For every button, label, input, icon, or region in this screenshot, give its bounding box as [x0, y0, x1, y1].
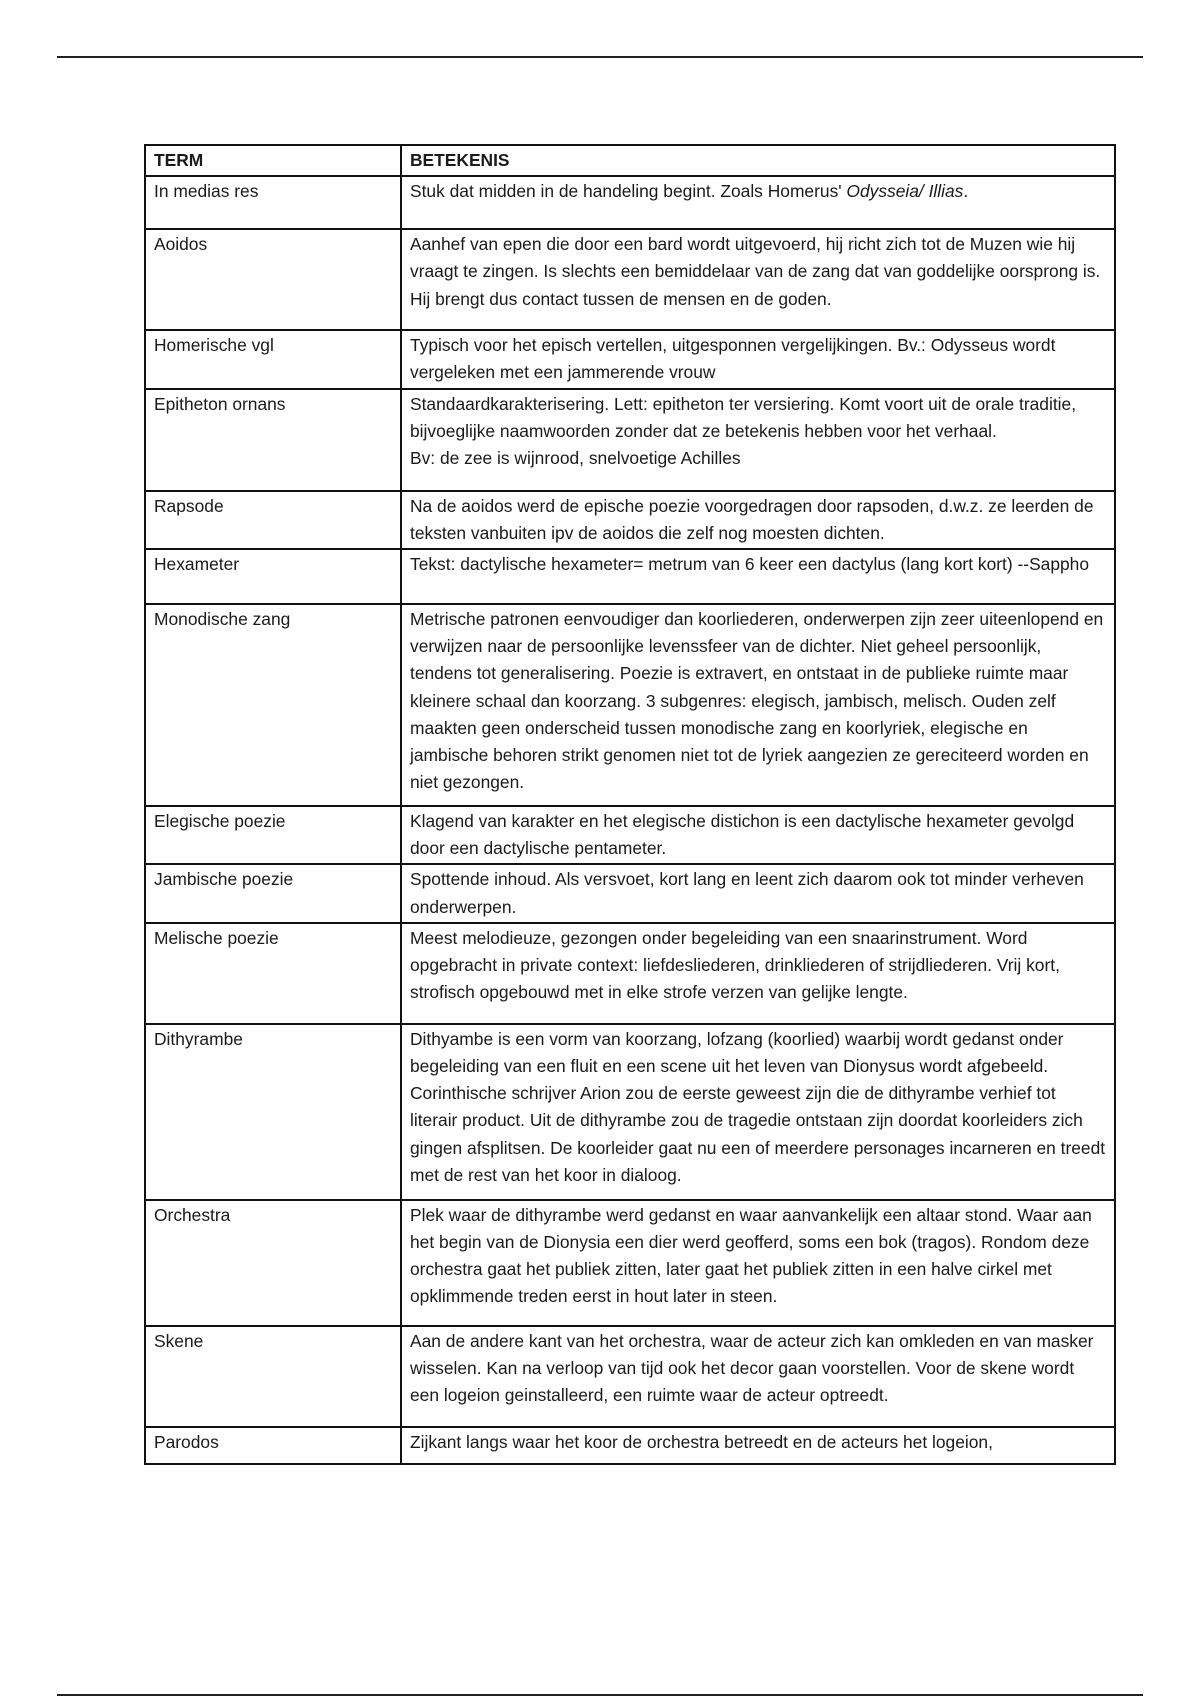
definition-text: Plek waar de dithyrambe werd gedanst en waar aanvankelijk een altaar stond. Waar aan het begin van de Dionysia een dier werd geofferd, soms een bok (tragos). Rondom deze orchestra gaat het publiek zitten, later gaat het publiek zitten in een halve cirkel met opklimmende treden eerst in hout later in steen.: [410, 1204, 1092, 1307]
term-cell: Jambische poezie: [145, 864, 401, 922]
term-cell: In medias res: [145, 176, 401, 229]
term-cell: Epitheton ornans: [145, 389, 401, 491]
definition-line: [410, 178, 1106, 205]
definition-line: [410, 551, 1106, 578]
table-row: [145, 549, 1115, 604]
term-column-header: TERM: [145, 145, 401, 176]
definition-cell: [401, 923, 1115, 1024]
definition-text: Klagend van karakter en het elegische distichon is een dactylische hexameter gevolgd door een dactylische pentameter.: [410, 811, 1075, 859]
definition-cell: [401, 806, 1115, 864]
table-row: [145, 491, 1115, 549]
page-top-rule: [57, 56, 1143, 58]
definition-line: [410, 606, 1106, 796]
definition-cell: [401, 176, 1115, 229]
italic-title: Odysseia/ Illias: [846, 181, 964, 202]
definition-cell: [401, 864, 1115, 922]
definition-text: Zijkant langs waar het koor de orchestra betreedt en de acteurs het logeion,: [410, 1431, 993, 1452]
term-cell: Parodos: [145, 1427, 401, 1464]
term-cell: Homerische vgl: [145, 330, 401, 388]
definition-line: [410, 493, 1106, 547]
definition-text: Typisch voor het episch vertellen, uitgesponnen vergelijkingen. Bv.: Odysseus wordt vergeleken met een jammerende vrouw: [410, 335, 1056, 383]
term-cell: Skene: [145, 1326, 401, 1427]
table-row: [145, 176, 1115, 229]
term-cell: Monodische zang: [145, 604, 401, 806]
definition-line: [410, 1328, 1106, 1410]
table-row: [145, 923, 1115, 1024]
definition-line: [410, 1202, 1106, 1311]
definition-cell: [401, 1427, 1115, 1464]
term-cell: Dithyrambe: [145, 1024, 401, 1200]
definition-text: Na de aoidos werd de epische poezie voorgedragen door rapsoden, d.w.z. ze leerden de teksten vanbuiten ipv de aoidos die zelf nog moesten dichten.: [410, 495, 1094, 543]
definition-text: Aan de andere kant van het orchestra, waar de acteur zich kan omkleden en van masker wisselen. Kan na verloop van tijd ook het decor gaan voorstellen. Voor de skene wordt een logeion geinstalleerd, een ruimte waar de acteur optreedt.: [410, 1330, 1094, 1406]
term-cell: Rapsode: [145, 491, 401, 549]
definition-text: Meest melodieuze, gezongen onder begeleiding van een snaarinstrument. Word opgebracht in private context: liefdesliederen, drinkliederen of strijdliederen. Vrij kort, strofisch opgebouwd met in elke strofe verzen van gelijke lengte.: [410, 927, 1060, 1003]
definition-cell: [401, 1326, 1115, 1427]
definition-text: Dithyambe is een vorm van koorzang, lofzang (koorlied) waarbij wordt gedanst onder begeleiding van een fluit en een scene uit het leven van Dionysus wordt afgebeeld. Corinthische schrijver Arion zou de eerste geweest zijn die de dithyrambe verhief tot literair product. Uit de dithyrambe zou de tragedie ontstaan zijn doordat koorleiders zich gingen afsplitsen. De koorleider gaat nu een of meerdere personages incarneren en treedt met de rest van het koor in dialoog.: [410, 1028, 1106, 1185]
definition-line: [410, 231, 1106, 313]
definition-text: .: [963, 181, 969, 202]
definition-cell: [401, 229, 1115, 330]
definition-line: [410, 925, 1106, 1007]
table-row: [145, 864, 1115, 922]
definition-text: Bv: de zee is wijnrood, snelvoetige Achilles: [410, 448, 741, 469]
definition-text: Standaardkarakterisering. Lett: epitheton ter versiering. Komt voort uit de orale traditie, bijvoeglijke naamwoorden zonder dat ze betekenis hebben voor het verhaal.: [410, 393, 1077, 441]
definition-line: [410, 391, 1106, 445]
definition-cell: [401, 549, 1115, 604]
table-row: [145, 389, 1115, 491]
definition-cell: [401, 330, 1115, 388]
definition-cell: [401, 604, 1115, 806]
table-row: [145, 1200, 1115, 1326]
table-row: [145, 330, 1115, 388]
glossary-table: [144, 144, 1116, 1465]
definition-line: [410, 1429, 1106, 1456]
table-body: [145, 176, 1115, 1464]
definition-text: Metrische patronen eenvoudiger dan koorliederen, onderwerpen zijn zeer uiteenlopend en verwijzen naar de persoonlijke levenssfeer van de dichter. Niet geheel persoonlijk, tendens tot generalisering. Poezie is extravert, en ontstaat in de publieke ruimte maar kleinere schaal dan koorzang. 3 subgenres: elegisch, jambisch, melisch. Ouden zelf maakten geen onderscheid tussen monodische zang en koorlyriek, elegische en jambische behoren strikt genomen niet tot de lyriek aangezien ze gereciteerd worden en niet gezongen.: [410, 609, 1104, 793]
definition-text: Tekst: dactylische hexameter= metrum van 6 keer een dactylus (lang kort kort) --Sappho: [410, 554, 1090, 575]
table-row: [145, 604, 1115, 806]
definition-cell: [401, 1024, 1115, 1200]
term-cell: Hexameter: [145, 549, 401, 604]
table-row: [145, 1326, 1115, 1427]
header-row: [145, 145, 1115, 176]
definition-cell: [401, 491, 1115, 549]
table-row: [145, 229, 1115, 330]
definition-cell: [401, 389, 1115, 491]
table-row: [145, 1427, 1115, 1464]
definition-line: [410, 1026, 1106, 1189]
page-bottom-rule: [57, 1694, 1143, 1696]
term-cell: Elegische poezie: [145, 806, 401, 864]
term-cell: Orchestra: [145, 1200, 401, 1326]
table-header: [145, 145, 1115, 176]
table-row: [145, 806, 1115, 864]
term-cell: Melische poezie: [145, 923, 401, 1024]
definition-text: Spottende inhoud. Als versvoet, kort lang en leent zich daarom ook tot minder verheven onderwerpen.: [410, 869, 1084, 917]
definition-cell: [401, 1200, 1115, 1326]
table-row: [145, 1024, 1115, 1200]
definition-line: [410, 808, 1106, 862]
term-cell: Aoidos: [145, 229, 401, 330]
definition-text: Stuk dat midden in de handeling begint. Zoals Homerus': [410, 181, 847, 202]
definition-line: [410, 332, 1106, 386]
definition-line: [410, 445, 1106, 472]
definition-column-header: BETEKENIS: [401, 145, 1115, 176]
definition-text: Aanhef van epen die door een bard wordt uitgevoerd, hij richt zich tot de Muzen wie hij vraagt te zingen. Is slechts een bemiddelaar van de zang dat van goddelijke oorsprong is. Hij brengt dus contact tussen de mensen en de goden.: [410, 234, 1101, 309]
definition-line: [410, 866, 1106, 920]
